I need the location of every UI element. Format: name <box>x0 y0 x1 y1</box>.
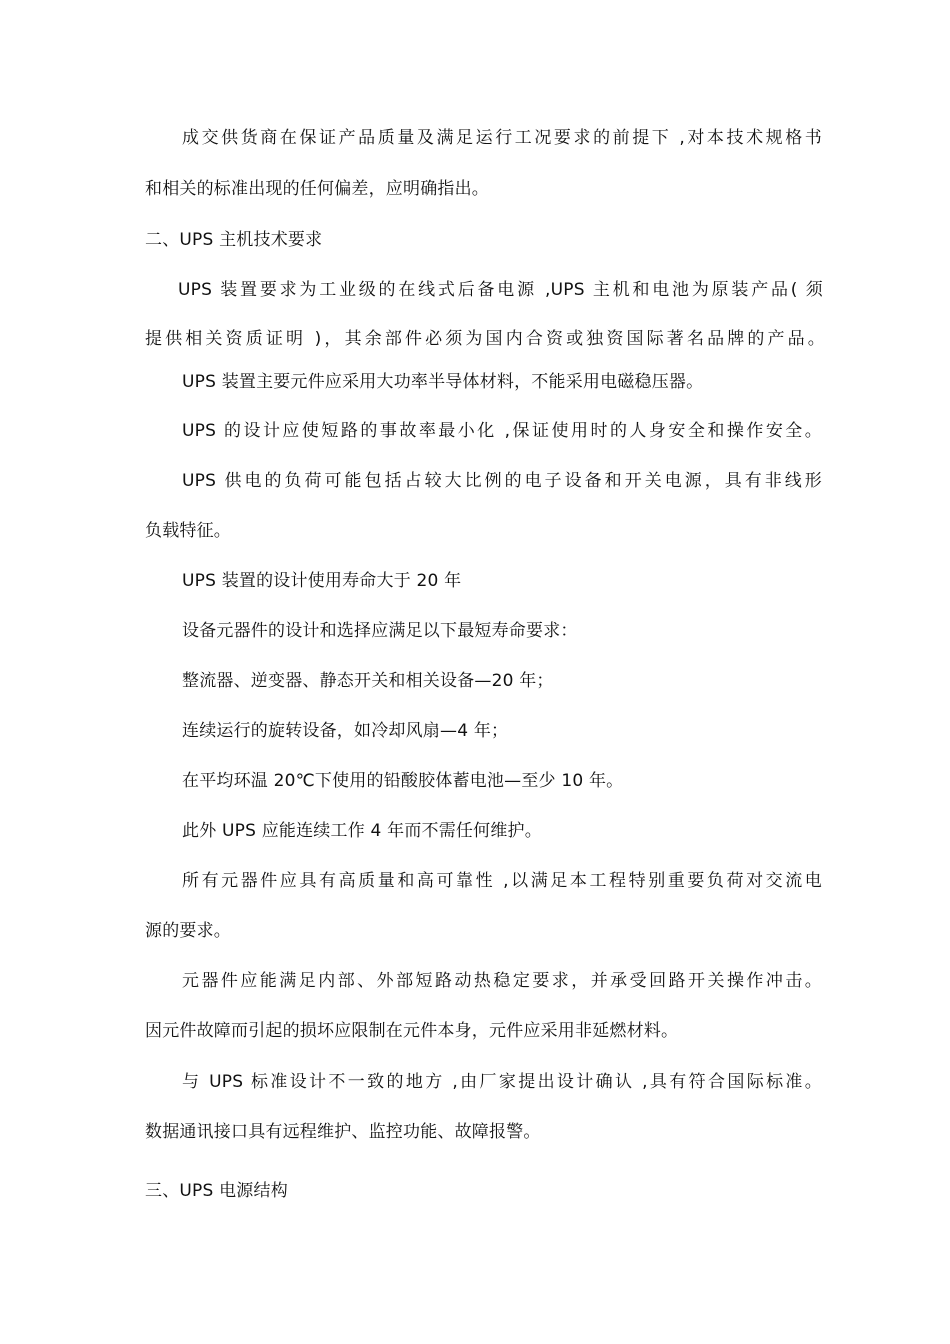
list-item: 连续运行的旋转设备，如冷却风扇—4 年； <box>182 721 509 741</box>
section-heading: 二、UPS 主机技术要求 <box>145 230 323 250</box>
paragraph-line: 因元件故障而引起的损坏应限制在元件本身，元件应采用非延燃材料。 <box>145 1021 679 1041</box>
paragraph-line: 提供相关资质证明 )，其余部件必须为国内合资或独资国际著名品牌的产品。 <box>145 329 825 349</box>
paragraph-line: 此外 UPS 应能连续工作 4 年而不需任何维护。 <box>182 821 542 841</box>
paragraph-line: UPS 的设计应使短路的事故率最小化 ,保证使用时的人身安全和操作安全。 <box>182 421 822 441</box>
paragraph-line: 源的要求。 <box>145 921 231 941</box>
paragraph-line: 数据通讯接口具有远程维护、监控功能、故障报警。 <box>145 1122 541 1142</box>
paragraph-line: 元器件应能满足内部、外部短路动热稳定要求，并承受回路开关操作冲击。 <box>182 971 822 991</box>
paragraph-line: UPS 装置主要元件应采用大功率半导体材料，不能采用电磁稳压器。 <box>182 372 704 392</box>
section-heading: 三、UPS 电源结构 <box>145 1181 288 1201</box>
paragraph-line: UPS 供电的负荷可能包括占较大比例的电子设备和开关电源，具有非线形 <box>182 471 822 491</box>
paragraph-line: 成交供货商在保证产品质量及满足运行工况要求的前提下 ,对本技术规格书 <box>182 128 822 148</box>
paragraph-line: UPS 装置的设计使用寿命大于 20 年 <box>182 571 462 591</box>
paragraph-line: 设备元器件的设计和选择应满足以下最短寿命要求： <box>182 621 578 641</box>
list-item: 在平均环温 20℃下使用的铅酸胶体蓄电池—至少 10 年。 <box>182 771 624 791</box>
paragraph-line: 负载特征。 <box>145 521 231 541</box>
list-item: 整流器、逆变器、静态开关和相关设备—20 年； <box>182 671 554 691</box>
paragraph-line: UPS 装置要求为工业级的在线式后备电源 ,UPS 主机和电池为原装产品( 须 <box>178 280 823 300</box>
paragraph-line: 所有元器件应具有高质量和高可靠性 ,以满足本工程特别重要负荷对交流电 <box>182 871 822 891</box>
paragraph-line: 和相关的标准出现的任何偏差，应明确指出。 <box>145 179 489 199</box>
paragraph-line: 与 UPS 标准设计不一致的地方 ,由厂家提出设计确认 ,具有符合国际标准。 <box>182 1072 822 1092</box>
